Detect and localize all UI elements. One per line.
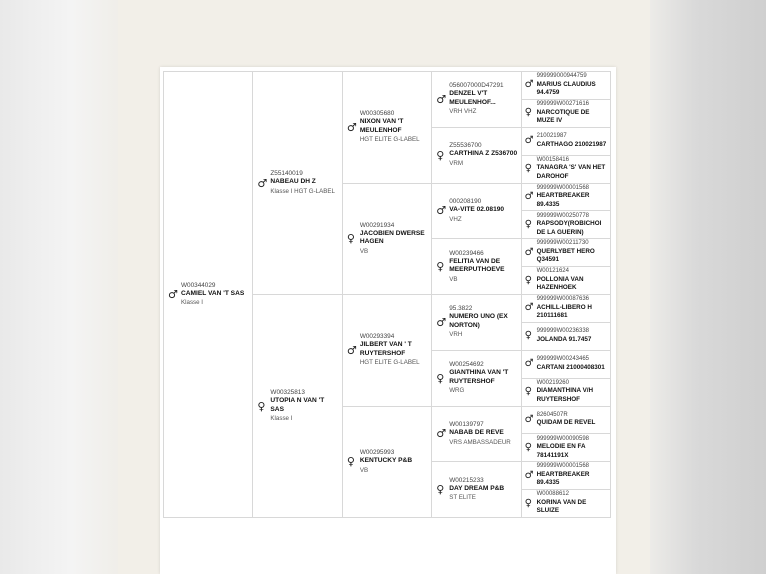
entry-text xyxy=(537,133,608,149)
horse-name: TANAGRA 'S' VAN HET DAROHOF xyxy=(536,164,606,180)
pedigree-entry xyxy=(343,295,431,407)
pedigree-entry xyxy=(522,211,610,239)
pedigree-entry xyxy=(432,239,520,295)
pedigree-entry xyxy=(164,71,252,518)
entry-text xyxy=(537,491,608,516)
entry-text xyxy=(537,296,608,321)
pedigree-entry xyxy=(522,490,610,518)
pedigree-sheet xyxy=(160,67,616,574)
registration-number: 999999W00087636 xyxy=(536,296,590,303)
registration-number: 82604507R xyxy=(536,411,568,418)
horse-name: ACHILL-LIBERO H 210111681 xyxy=(536,303,592,320)
female-symbol-icon: ♀ xyxy=(436,148,445,162)
registration-number: W00215233 xyxy=(449,476,484,484)
horse-name: NIXON VAN 'T MEULENHOF xyxy=(359,118,404,134)
horse-name: HEARTBREAKER 89.4335 xyxy=(536,470,590,487)
horse-name: JOLANDA 91.7457 xyxy=(536,335,592,343)
entry-text xyxy=(537,268,608,293)
registration-number: W00293394 xyxy=(359,333,395,341)
registration-number: W00239466 xyxy=(449,249,484,257)
pedigree-entry xyxy=(522,407,610,435)
horse-name: DENZEL V'T MEULENHOF... xyxy=(449,90,496,106)
registration-number: W00295993 xyxy=(359,449,395,456)
entry-text xyxy=(449,142,517,168)
pedigree-entry xyxy=(343,184,431,296)
horse-name: HEARTBREAKER 89.4335 xyxy=(536,192,590,208)
pedigree-entry xyxy=(522,379,610,407)
registration-number: W00158416 xyxy=(536,156,569,163)
female-symbol-icon: ♀ xyxy=(524,163,532,175)
male-symbol-icon: ♂ xyxy=(436,204,447,218)
female-symbol-icon: ♀ xyxy=(524,218,532,230)
predicate-label: VRM xyxy=(449,159,463,167)
entry-text xyxy=(181,282,249,308)
horse-name: MELODIE EN FA 78141191X xyxy=(536,443,586,459)
horse-name: QUIDAM DE REVEL xyxy=(536,419,596,427)
entry-text xyxy=(537,356,608,372)
background-left-panel xyxy=(0,0,118,574)
registration-number: W00139797 xyxy=(449,421,484,429)
registration-number: 999999W00001568 xyxy=(536,463,590,470)
entry-text xyxy=(449,198,517,224)
entry-text xyxy=(360,449,428,475)
entry-text xyxy=(449,82,517,116)
pedigree-entry xyxy=(522,351,610,379)
registration-number: 210021987 xyxy=(536,133,567,140)
male-symbol-icon: ♂ xyxy=(524,135,534,147)
pedigree-entry xyxy=(522,184,610,212)
pedigree-entry xyxy=(253,295,341,518)
pedigree-entry xyxy=(432,351,520,407)
horse-name: VA-VITE 02.08190 xyxy=(449,206,505,214)
entry-text xyxy=(537,436,608,461)
female-symbol-icon: ♀ xyxy=(346,455,355,469)
horse-name: CARTANI 21000408301 xyxy=(536,363,605,371)
female-symbol-icon: ♀ xyxy=(346,232,355,246)
horse-name: NARCOTIQUE DE MUZE IV xyxy=(536,108,590,125)
registration-number: 999999W00250778 xyxy=(536,212,590,219)
entry-text xyxy=(360,333,428,367)
pedigree-table xyxy=(163,71,611,518)
pedigree-entry xyxy=(522,462,610,490)
entry-text xyxy=(360,110,428,144)
male-symbol-icon: ♂ xyxy=(168,288,178,301)
male-symbol-icon: ♂ xyxy=(436,427,447,441)
entry-text xyxy=(537,328,608,344)
horse-name: RAPSODY(ROBICHOI DE LA GUERIN) xyxy=(536,220,602,236)
predicate-label: VB xyxy=(449,275,458,283)
entry-text xyxy=(537,463,608,488)
horse-name: FELITIA VAN DE MEERPUTHOEVE xyxy=(449,257,505,274)
registration-number: W00291934 xyxy=(359,221,395,229)
entry-text xyxy=(449,477,517,503)
registration-number: W00325813 xyxy=(270,389,305,396)
horse-name: CAMIEL VAN 'T SAS xyxy=(181,289,245,297)
female-symbol-icon: ♀ xyxy=(524,497,532,509)
registration-number: W00254692 xyxy=(449,361,484,369)
female-symbol-icon: ♀ xyxy=(524,107,532,119)
registration-number: 999999W00243465 xyxy=(536,356,590,363)
pedigree-entry xyxy=(522,267,610,295)
pedigree-entry xyxy=(522,71,610,100)
predicate-label: VRH xyxy=(449,331,463,339)
horse-name: DIAMANTHINA V/H RUYTERSHOF xyxy=(536,387,594,403)
male-symbol-icon: ♂ xyxy=(524,469,534,481)
entry-text xyxy=(270,389,338,423)
pedigree-entry xyxy=(432,407,520,463)
registration-number: W00305680 xyxy=(359,110,395,118)
horse-name: NABEAU DH Z xyxy=(270,178,316,186)
generation-1-column xyxy=(163,71,252,518)
female-symbol-icon: ♀ xyxy=(436,260,445,274)
pedigree-entry xyxy=(343,71,431,184)
horse-name: QUERLYBET HERO Q34591 xyxy=(536,247,595,264)
pedigree-entry xyxy=(432,184,520,240)
registration-number: 999999W00236338 xyxy=(536,328,590,335)
registration-number: 999999W00271616 xyxy=(536,101,590,108)
generation-3-column xyxy=(342,71,431,518)
entry-text xyxy=(449,305,517,339)
generation-5-column xyxy=(521,71,611,518)
registration-number: 000208190 xyxy=(449,198,482,206)
horse-name: POLLONIA VAN HAZENHOEK xyxy=(536,275,584,292)
male-symbol-icon: ♂ xyxy=(346,120,357,134)
entry-text xyxy=(449,421,517,447)
pedigree-entry xyxy=(432,295,520,351)
pedigree-entry xyxy=(522,128,610,156)
registration-number: W00088612 xyxy=(536,491,569,498)
entry-text xyxy=(537,157,608,182)
pedigree-entry xyxy=(522,239,610,267)
pedigree-entry xyxy=(522,323,610,351)
female-symbol-icon: ♀ xyxy=(436,371,445,385)
predicate-label: Klasse I HGT G-LABEL xyxy=(270,187,335,195)
pedigree-entry xyxy=(522,100,610,128)
registration-number: W00219260 xyxy=(536,379,569,386)
registration-number: 999999000944759 xyxy=(536,73,587,80)
horse-name: UTOPIA N VAN 'T SAS xyxy=(270,397,325,413)
male-symbol-icon: ♂ xyxy=(524,413,534,425)
horse-name: MARIUS CLAUDIUS 94.4759 xyxy=(536,80,596,97)
registration-number: 999999W00001568 xyxy=(536,184,590,191)
background-right-panel xyxy=(650,0,766,574)
horse-name: NUMERO UNO (EX NORTON) xyxy=(449,313,508,329)
entry-text xyxy=(449,361,517,395)
entry-text xyxy=(537,213,608,238)
horse-name: JACOBIEN DWERSE HAGEN xyxy=(359,229,425,246)
predicate-label: VRH VHZ xyxy=(449,108,477,116)
registration-number: Z55536700 xyxy=(449,142,482,150)
male-symbol-icon: ♂ xyxy=(257,176,268,190)
female-symbol-icon: ♀ xyxy=(524,386,532,398)
male-symbol-icon: ♂ xyxy=(524,79,534,91)
predicate-label: VB xyxy=(359,466,369,474)
female-symbol-icon: ♀ xyxy=(524,274,532,286)
male-symbol-icon: ♂ xyxy=(436,315,447,329)
male-symbol-icon: ♂ xyxy=(346,343,357,357)
horse-name: CARTHAGO 210021987 xyxy=(536,140,607,148)
male-symbol-icon: ♂ xyxy=(524,246,534,258)
horse-name: JILBERT VAN ' T RUYTERSHOF xyxy=(359,341,412,357)
registration-number: 999999W00211730 xyxy=(536,240,589,247)
registration-number: 999999W00090598 xyxy=(536,435,590,442)
generation-4-column xyxy=(431,71,520,518)
pedigree-entry xyxy=(432,462,520,518)
predicate-label: Klasse I xyxy=(270,415,293,422)
entry-text xyxy=(537,380,608,405)
pedigree-entry xyxy=(522,434,610,462)
entry-text xyxy=(537,73,608,98)
predicate-label: VHZ xyxy=(449,215,462,223)
horse-name: KENTUCKY P&B xyxy=(359,457,413,464)
registration-number: W00344029 xyxy=(181,281,216,289)
predicate-label: HGT ELITE G-LABEL xyxy=(359,136,420,144)
predicate-label: Klasse I xyxy=(181,299,204,307)
entry-text xyxy=(270,170,338,196)
entry-text xyxy=(537,412,608,428)
male-symbol-icon: ♂ xyxy=(524,190,534,202)
entry-text xyxy=(537,101,608,126)
male-symbol-icon: ♂ xyxy=(524,358,534,370)
female-symbol-icon: ♀ xyxy=(524,441,532,453)
male-symbol-icon: ♂ xyxy=(524,302,534,314)
horse-name: GIANTHINA VAN 'T RUYTERSHOF xyxy=(449,369,509,385)
female-symbol-icon: ♀ xyxy=(524,330,532,342)
pedigree-entry xyxy=(522,156,610,184)
entry-text xyxy=(537,185,608,210)
horse-name: KORINA VAN DE SLUIZE xyxy=(536,498,587,515)
horse-name: NABAB DE REVE xyxy=(449,429,504,437)
horse-name: CARTHINA Z Z536700 xyxy=(449,150,518,158)
entry-text xyxy=(449,250,517,284)
pedigree-entry xyxy=(432,128,520,184)
predicate-label: VRS AMBASSADEUR xyxy=(449,438,511,446)
pedigree-entry xyxy=(343,407,431,519)
female-symbol-icon: ♀ xyxy=(436,483,445,497)
pedigree-entry xyxy=(432,71,520,128)
predicate-label: VB xyxy=(359,247,369,255)
female-symbol-icon: ♀ xyxy=(257,399,266,413)
generation-2-column xyxy=(252,71,341,518)
entry-text xyxy=(360,222,428,256)
horse-name: DAY DREAM P&B xyxy=(449,484,505,492)
pedigree-entry xyxy=(522,295,610,323)
pedigree-entry xyxy=(253,71,341,295)
registration-number: W00121624 xyxy=(536,268,569,275)
predicate-label: HGT ELITE G-LABEL xyxy=(359,359,420,367)
male-symbol-icon: ♂ xyxy=(436,92,447,106)
predicate-label: ST ELITE xyxy=(449,494,476,502)
registration-number: 056007000D47291 xyxy=(449,82,504,90)
predicate-label: WRG xyxy=(449,387,465,395)
entry-text xyxy=(537,240,608,265)
registration-number: 95.3822 xyxy=(449,305,473,313)
registration-number: Z55140019 xyxy=(270,170,303,178)
